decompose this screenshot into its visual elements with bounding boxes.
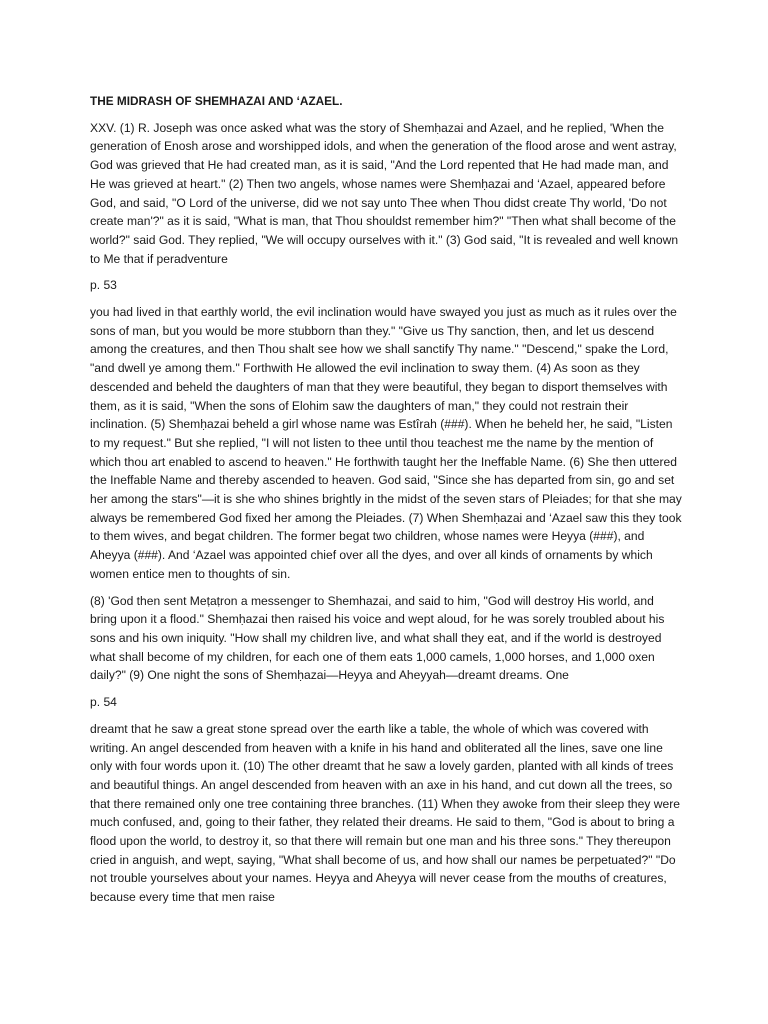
document-page: [90, 92, 682, 915]
page-number-54: p. 54: [90, 695, 117, 710]
paragraph-2: you had lived in that earthly world, the evil inclination would have swayed you just as much as it rules over the sons of man, but you would be more stubborn than they." "Give us Thy sanction, then, and let us descend among the creatures, and then Thou shalt see how we shall sanctify Thy name." "Descend," spake the Lord, "and dwell ye among them." Forthwith He allowed the evil inclination to sway them. (4) As soon as they descended and beheld the daughters of man that they were beautiful, they began to disport themselves with them, as it is said, "When the sons of Elohim saw the daughters of man," they could not restrain their inclination. (5) Shemḥazai beheld a girl whose name was Estîrah (###). When he beheld her, he said, "Listen to my request." But she replied, "I will not listen to thee until thou teachest me the name by the mention of which thou art enabled to ascend to heaven." He forthwith taught her the Ineffable Name. (6) She then uttered the Ineffable Name and thereby ascended to heaven. God said, "Since she has departed from sin, go and set her among the stars"—it is she who shines brightly in the midst of the seven stars of Pleiades; for that she may always be remembered God fixed her among the Pleiades. (7) When Shemḥazai and ‘Azael saw this they took to them wives, and begat children. The former begat two children, whose names were Heyya (###), and Aheyya (###). And ‘Azael was appointed chief over all the dyes, and over all kinds of ornaments by which women entice men to thoughts of sin.: [90, 305, 682, 581]
paragraph-4: dreamt that he saw a great stone spread over the earth like a table, the whole of which was covered with writing. An angel descended from heaven with a knife in his hand and obliterated all the lines, save one line only with four words upon it. (10) The other dreamt that he saw a lovely garden, planted with all kinds of trees and beautiful things. An angel descended from heaven with an axe in his hand, and cut down all the trees, so that there remained only one tree containing three branches. (11) When they awoke from their sleep they were much confused, and, going to their father, they related their dreams. He said to them, "God is about to bring a flood upon the world, to destroy it, so that there will remain but one man and his three sons." They thereupon cried in anguish, and wept, saying, "What shall become of us, and how shall our names be perpetuated?" "Do not trouble yourselves about your names. Heyya and Aheyya will never cease from the mouths of creatures, because every time that men raise: [90, 721, 681, 905]
paragraph-1: XXV. (1) R. Joseph was once asked what was the story of Shemḥazai and Azael, and he replied, 'When the generation of Enosh arose and worshipped idols, and when the generation of the flood arose and went astray, God was grieved that He had created man, as it is said, "And the Lord repented that He had made man, and He was grieved at heart." (2) Then two angels, whose names were Shemḥazai and ‘Azael, appeared before God, and said, "O Lord of the universe, did we not say unto Thee when Thou didst create Thy world, 'Do not create man'?" as it is said, "What is man, that Thou shouldst remember him?" "Then what shall become of the world?" said God. They replied, "We will occupy ourselves with it." (3) God said, "It is revealed and well known to Me that if peradventure: [90, 120, 679, 266]
page-number-53: p. 53: [90, 278, 117, 293]
document-title: THE MIDRASH OF SHEMHAZAI AND ‘AZAEL.: [90, 94, 343, 108]
paragraph-3: (8) 'God then sent Meṭaṭron a messenger to Shemhazai, and said to him, "God will destroy His world, and bring upon it a flood." Shemḥazai then raised his voice and wept aloud, for he was sorely troubled about his sons and his own iniquity. "How shall my children live, and what shall they eat, and if the world is destroyed what shall become of my children, for each one of them eats 1,000 camels, 1,000 horses, and 1,000 oxen daily?" (9) One night the sons of Shemḥazai—Heyya and Aheyyah—dreamt dreams. One: [90, 593, 665, 683]
